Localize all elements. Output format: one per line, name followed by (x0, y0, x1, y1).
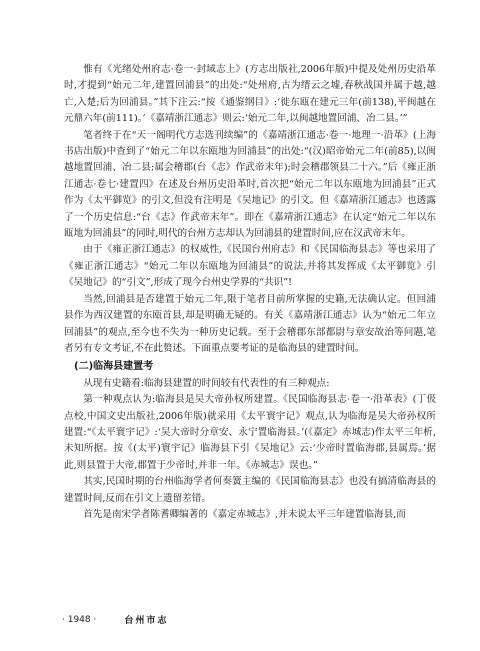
page-number: · 1948 · (62, 614, 97, 625)
body-paragraph: 当然,回浦县是否建置于始元二年,限于笔者目前所掌握的史籍,无法确认定。但回浦县作为西汉建置的东瓯首县,却是明确无疑的。有关《嘉靖浙江通志》认为“始元二年立回浦县”的观点,至今也不失为一种历史记载。至于会稽郡东部都尉与章安故治等问题,笔者另有专文考证,不在此赘述。下面重点要考证的是临海县的建置时间。 (64, 293, 436, 354)
body-paragraph: 首先是南宋学者陈耆卿编著的《嘉定赤城志》,并未说太平三年建置临海县,而 (83, 508, 406, 520)
body-paragraph: 第一种观点认为:临海县是吴大帝孙权所建置。《民国临海县志·卷一·沿革表》(丁伋点校,中国文史出版社,2006年版)就采用《太平寰宇记》观点,认为临海是吴大帝孙权所建置:“《太平寰宇记》:‘吴大帝时分章安、永宁置临海县。’(《嘉定》赤城志)作太平三年析,未知所据。按《(太平)寰宇记》临海县下引《吴地记》云:‘少帝时置临海郡,县属焉。’据此,则县置于大帝,郡置于少帝时,并非一年。《赤城志》误也。” (64, 394, 436, 471)
page-footer (62, 613, 442, 626)
body-paragraph: 由于《雍正浙江通志》的权威性,《民国台州府志》和《民国临海县志》等也采用了《雍正浙江通志》“始元二年以东瓯地为回浦县”的说法,并将其发挥成《太平御览》引《吴地记》的“引文”,形成了现今台州史学界的“共识”! (64, 244, 436, 289)
body-paragraph: 其实,民国时期的台州临海学者何奏簧主编的《民国临海县志》也没有搞清临海县的建置时间,反而在引文上遗留差错。 (64, 476, 436, 504)
body-paragraph: 惟有《光绪处州府志·卷一·封域志上》(方志出版社,2006年版)中提及处州历史沿革时,才提到“始元二年,建置回浦县”的出处:“处州府,古为缙云之墟,春秋战国并属于越,越亡,入楚;后为回浦县。”其下注云:“按《通鉴纲目》:‘徙东瓯在建元三年(前138),平闽越在元鼎六年(前111)。’《嘉靖浙江通志》则云:‘始元二年,以闽越地置回浦、冶二县。’” (64, 64, 436, 125)
body-paragraph: 从现有史籍看:临海县建置的时间较有代表性的有三种观点: (83, 377, 330, 389)
body-paragraph: 笔者终于在“天一阁明代方志选刊续编”的《嘉靖浙江通志·卷一·地理一·沿革》(上海书店出版)中查到了“始元二年以东瓯地为回浦县”的出处:“(汉)昭帝始元二年(前85),以闽越地置回浦、冶二县;属会稽郡(台《志》作武帝末年);时会稽郡领县二十六。”后《雍正浙江通志·卷七·建置四》在述及台州历史沿革时,首次把“始元二年以东瓯地为回浦县”正式作为《太平御览》的引文,但没有注明是《吴地记》的引文。但《嘉靖浙江通志》也透露了一个历史信息:“台《志》作武帝末年”。即在《嘉靖浙江通志》在认定“始元二年以东瓯地为回浦县”的同时,明代的台州方志却认为回浦县的建置时间,应在汉武帝末年。 (64, 129, 436, 240)
running-title: 台州市志 (124, 616, 169, 626)
section-heading: (二)临海县建置考 (74, 361, 154, 373)
document-body (64, 62, 436, 523)
